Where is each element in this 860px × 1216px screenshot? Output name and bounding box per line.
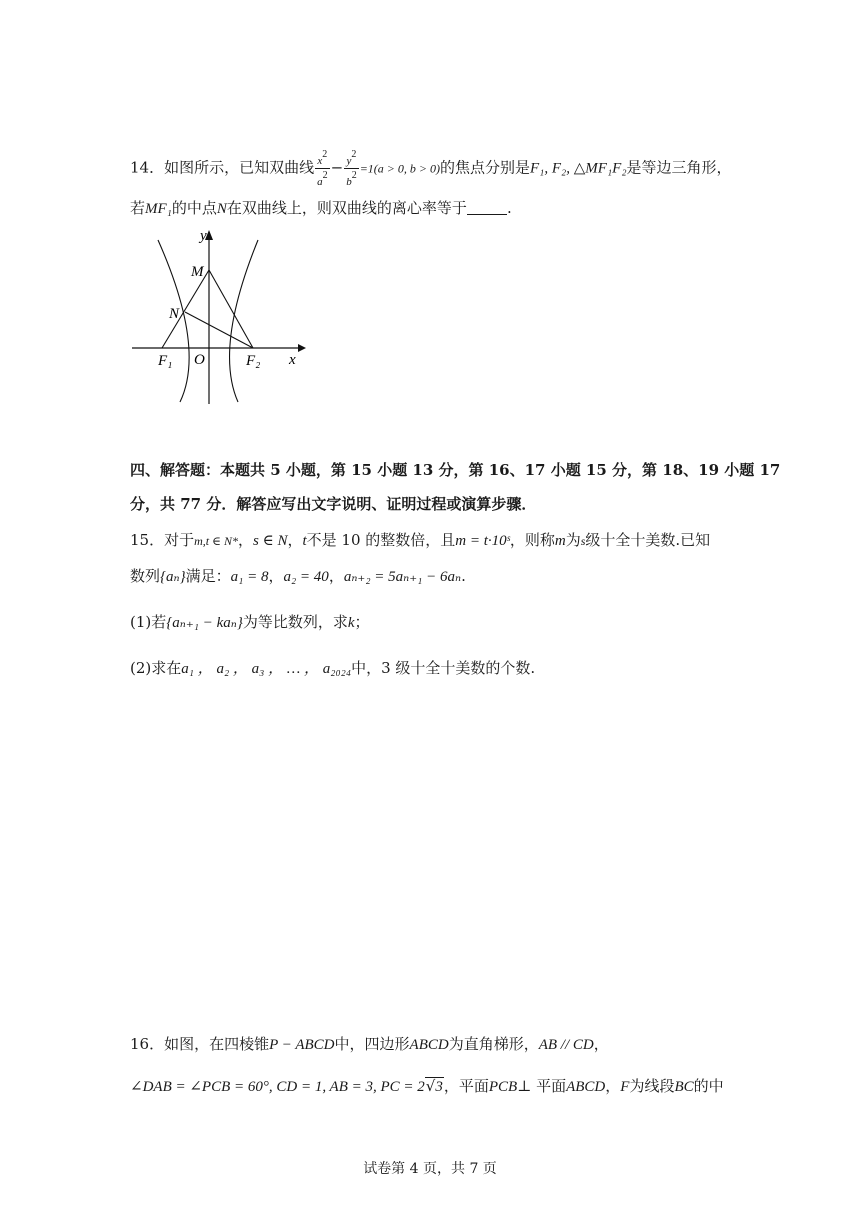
- q16-l1-abcd: ABCD: [409, 1037, 449, 1053]
- q14-foci: F₁, F₂, △MF₁F₂: [530, 160, 627, 177]
- sqrt-symbol: √3: [425, 1077, 443, 1095]
- q15-p2-a: (2)求在: [130, 659, 182, 677]
- q16-l1-p: P − ABCD: [269, 1037, 335, 1053]
- q15-l1-eq: m = t·10ˢ: [455, 533, 510, 549]
- q15-l1-g: 级十全十美数.已知: [585, 531, 711, 549]
- q15-l1-d: 不是 10 的整数倍，且: [306, 531, 456, 549]
- q16-l2-a: ，平面: [443, 1077, 489, 1095]
- q15-part2: [130, 658, 535, 679]
- q14-line2: [130, 198, 512, 219]
- q14-n-label: N: [216, 201, 227, 217]
- x-axis-arrow: [298, 344, 306, 352]
- q16-number: 16．: [130, 1035, 165, 1053]
- label-x: x: [289, 352, 296, 368]
- hyperbola-right-branch: [230, 240, 261, 402]
- q15-l1-f: 为: [565, 531, 581, 549]
- q16-l2-d: 为线段: [629, 1077, 675, 1095]
- q14-line2-b: 的中点: [171, 199, 217, 217]
- q16-l2-e: 的中: [693, 1077, 724, 1095]
- label-y: y: [200, 228, 207, 244]
- page-footer: 试卷第 4 页，共 7 页: [363, 1161, 497, 1177]
- q16-line1: [130, 1034, 609, 1055]
- q16-l2-f: F: [620, 1079, 630, 1095]
- q15-line2: [130, 566, 466, 587]
- q15-l1-m: m: [554, 533, 566, 549]
- q15-l1-s2: s: [580, 534, 586, 548]
- q16-l2-rad: 3: [435, 1079, 443, 1095]
- q15-l2-e: .: [461, 567, 466, 585]
- q15-line1: [130, 530, 710, 551]
- q16-l2-abcd: ABCD: [566, 1079, 606, 1095]
- q16-l2-bc: BC: [674, 1079, 694, 1095]
- q16-l1-d: ，: [593, 1035, 609, 1053]
- q15-p1-c: ；: [354, 613, 370, 631]
- q15-p1-seq: {aₙ₊₁ − kaₙ}: [166, 615, 243, 631]
- q16-l1-b: 中，四边形: [334, 1035, 410, 1053]
- q16-l1-c: 为直角梯形，: [448, 1035, 539, 1053]
- section4-heading-line1: 四、解答题：本题共 5 小题，第 15 小题 13 分，第 16、17 小题 15 分，第 18、19 小题 17: [130, 461, 781, 479]
- q14-line2-a: 若: [130, 199, 146, 217]
- section4-heading-line2: 分，共 77 分．解答应写出文字说明、证明过程或演算步骤．: [130, 495, 537, 513]
- q15-l2-a1: a₁ = 8: [230, 569, 269, 585]
- q16-l2-eq: ∠DAB = ∠PCB = 60°, CD = 1, AB = 3, PC = 2: [130, 1079, 425, 1095]
- q14-line2-c: 在双曲线上，则双曲线的离心率等于: [226, 199, 467, 217]
- q16-l2-b: ⊥ 平面: [517, 1077, 567, 1095]
- q14-line1: 14．如图所示，已知双曲线 $\frac{x2}{a2}$ − $\frac{y2}{b2}$ =1(a > 0, b > 0)的焦点分别是F₁, F₂, △MF₁F₂是等边三角形，: [130, 149, 732, 188]
- q15-p1-b: 为等比数列，求: [242, 613, 348, 631]
- q14-text-c: 是等边三角形，: [626, 158, 732, 177]
- q16-l2-c: ，: [605, 1077, 621, 1095]
- q14-mf1: MF₁: [145, 201, 172, 217]
- q16-l1-a: 如图，在四棱锥: [164, 1035, 270, 1053]
- q15-p2-list: a₁ ， a₂ ， a₃ ， … ， a₂₀₂₄: [181, 661, 352, 677]
- q15-part1: [130, 612, 370, 633]
- q14-number: 14．: [130, 158, 165, 177]
- q14-frac-x: $\frac{x2}{a2}$: [317, 149, 328, 188]
- q16-l1-par: AB // CD: [538, 1037, 594, 1053]
- q15-l1-e: ，则称: [509, 531, 555, 549]
- q15-l2-c: ，: [268, 567, 284, 585]
- hyperbola-figure: [128, 226, 308, 406]
- answer-blank[interactable]: [467, 200, 507, 215]
- q15-number: 15．: [130, 531, 165, 549]
- q14-text-a: 如图所示，已知双曲线: [164, 158, 315, 177]
- q15-l2-a2: a₂ = 40: [283, 569, 329, 585]
- q15-l1-mt: m,t ∈ N*: [194, 534, 238, 548]
- q14-frac-y: $\frac{y2}{b2}$: [346, 149, 357, 188]
- q15-l1-t: t: [302, 533, 307, 549]
- q15-l1-c: ，: [287, 531, 303, 549]
- q15-p1-k: k: [347, 615, 355, 631]
- q15-l1-a: 对于: [164, 531, 195, 549]
- q15-p2-b: 中，3 级十全十美数的个数.: [351, 659, 536, 677]
- q15-l2-rec: aₙ₊₂ = 5aₙ₊₁ − 6aₙ: [343, 569, 462, 585]
- q15-l2-b: 满足：: [185, 567, 231, 585]
- label-n: N: [169, 306, 180, 322]
- q15-p1-a: (1)若: [130, 613, 167, 631]
- q14-text-b: 的焦点分别是: [439, 158, 530, 177]
- q14-condition: =1(a > 0, b > 0): [359, 161, 440, 176]
- q15-l2-seq: {aₙ}: [160, 569, 186, 585]
- label-m: M: [191, 264, 204, 280]
- q15-l2-d: ，: [328, 567, 344, 585]
- q15-l1-b: ，: [238, 531, 254, 549]
- label-f1: F₁: [158, 353, 173, 369]
- label-o: O: [194, 352, 205, 368]
- q14-line2-end: .: [506, 199, 512, 217]
- q16-line2: [130, 1076, 724, 1097]
- q16-l2-pcb: PCB: [488, 1079, 518, 1095]
- q15-l1-s: s ∈ N: [253, 533, 288, 549]
- label-f2: F₂: [246, 353, 261, 369]
- q15-l2-a: 数列: [130, 567, 161, 585]
